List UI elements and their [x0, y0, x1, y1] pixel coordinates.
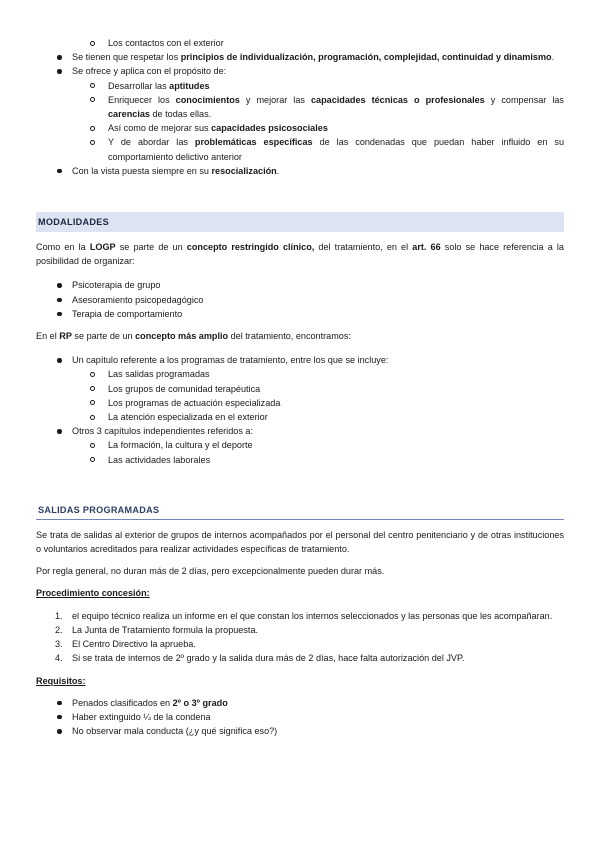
bullet-icon	[57, 312, 62, 317]
list-item: Asesoramiento psicopedagógico	[36, 293, 564, 307]
bullet-icon	[57, 283, 62, 288]
list-item: Con la vista puesta siempre en su resocialización.	[36, 164, 564, 178]
hollow-bullet-icon	[90, 41, 95, 46]
numbered-item: 1. el equipo técnico realiza un informe en el que constan los internos seleccionados y las personas que les acompañaran.	[55, 610, 553, 621]
list-item: No observar mala conducta (¿y qué significa eso?)	[36, 724, 564, 738]
list-item: Los grupos de comunidad terapéutica	[36, 382, 564, 396]
hollow-bullet-icon	[90, 443, 95, 448]
list-item: Haber extinguido ¼ de la condena	[36, 710, 564, 724]
list-item: Enriquecer los conocimientos y mejorar las capacidades técnicas o profesionales y compensar las carencias de todas ellas.	[36, 93, 564, 121]
hollow-bullet-icon	[90, 140, 95, 145]
bullet-icon	[57, 715, 62, 720]
paragraph: Se trata de salidas al exterior de grupos de internos acompañados por el personal del centro penitenciario y de otras instituciones o voluntarios acreditados para realizar actividades específicas de tratamiento.	[36, 529, 564, 555]
numbered-item: 4. Si se trata de internos de 2º grado y la salida dura más de 2 días, hace falta autorización del JVP.	[55, 653, 465, 664]
list-item: Las actividades laborales	[36, 453, 564, 467]
list-item: Psicoterapia de grupo	[36, 278, 564, 292]
subheading-procedimiento: Procedimiento concesión:	[36, 588, 150, 599]
list-item: Se ofrece y aplica con el propósito de:	[36, 64, 564, 78]
bullet-icon	[57, 358, 62, 363]
hollow-bullet-icon	[90, 415, 95, 420]
list-item: Penados clasificados en 2º o 3º grado	[36, 696, 564, 710]
paragraph: En el RP se parte de un concepto más amplio del tratamiento, encontramos:	[36, 331, 351, 342]
bullet-icon	[57, 55, 62, 60]
hollow-bullet-icon	[90, 400, 95, 405]
hollow-bullet-icon	[90, 126, 95, 131]
list-item: Desarrollar las aptitudes	[36, 79, 564, 93]
section-heading-modalidades: MODALIDADES	[36, 212, 564, 232]
hollow-bullet-icon	[90, 97, 95, 102]
list-item-text: Los contactos con el exterior	[108, 38, 224, 48]
list-item: La atención especializada en el exterior	[36, 410, 564, 424]
hollow-bullet-icon	[90, 386, 95, 391]
bullet-icon	[57, 429, 62, 434]
bullet-icon	[57, 69, 62, 74]
subheading-requisitos: Requisitos:	[36, 675, 86, 686]
bullet-icon	[57, 701, 62, 706]
list-item: Así como de mejorar sus capacidades psicosociales	[36, 121, 564, 135]
hollow-bullet-icon	[90, 372, 95, 377]
bullet-icon	[57, 729, 62, 734]
numbered-item: 3. El Centro Directivo la aprueba.	[55, 639, 196, 650]
hollow-bullet-icon	[90, 457, 95, 462]
list-item	[36, 36, 564, 50]
list-item: Los programas de actuación especializada	[36, 396, 564, 410]
section-heading-salidas: SALIDAS PROGRAMADAS	[36, 501, 564, 520]
list-item: Otros 3 capítulos independientes referidos a:	[36, 424, 564, 438]
document-page	[36, 36, 564, 738]
list-item: Y de abordar las problemáticas específicas de las condenadas que puedan haber influido en su comportamiento delictivo anterior	[36, 135, 564, 163]
list-item: Terapia de comportamiento	[36, 307, 564, 321]
list-item: Las salidas programadas	[36, 367, 564, 381]
list-item: Un capítulo referente a los programas de tratamiento, entre los que se incluye:	[36, 353, 564, 367]
numbered-item: 2. La Junta de Tratamiento formula la propuesta.	[55, 624, 259, 635]
paragraph: Como en la LOGP se parte de un concepto restringido clínico, del tratamiento, en el art. 66 solo se hace referencia a la posibilidad de organizar:	[36, 242, 564, 267]
bullet-icon	[57, 169, 62, 174]
bullet-icon	[57, 298, 62, 303]
list-item: Se tienen que respetar los principios de individualización, programación, complejidad, continuidad y dinamismo.	[36, 50, 564, 64]
list-item: La formación, la cultura y el deporte	[36, 438, 564, 452]
hollow-bullet-icon	[90, 83, 95, 88]
paragraph: Por regla general, no duran más de 2 días, pero excepcionalmente pueden durar más.	[36, 566, 385, 577]
